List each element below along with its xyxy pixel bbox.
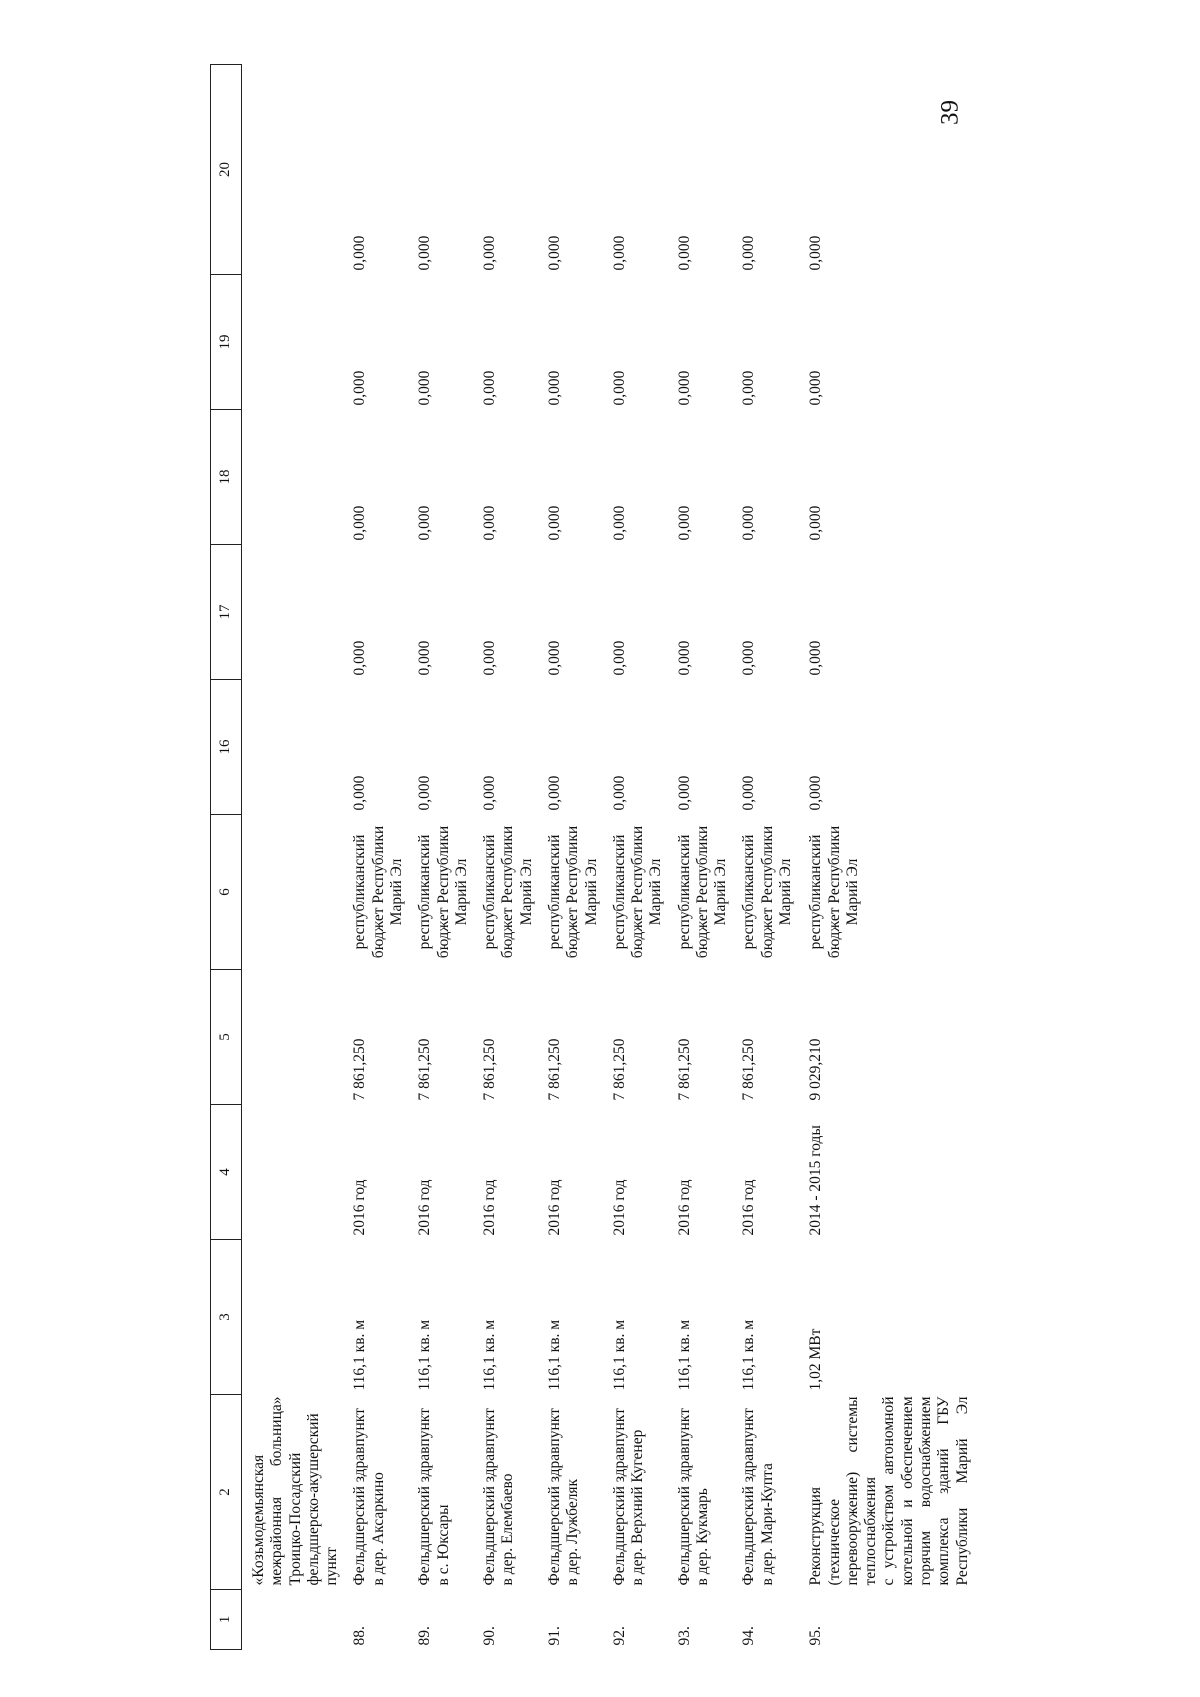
row-number: 91. [545, 1626, 563, 1646]
table-row [473, 65, 538, 1650]
value-17: 0,000 [351, 640, 369, 676]
value-16: 0,000 [740, 775, 758, 811]
org-line: пункт [323, 1547, 341, 1586]
org-line: Троицко-Посадский [286, 1452, 304, 1586]
value-17: 0,000 [481, 640, 499, 676]
period: 2016 год [675, 1179, 693, 1236]
header-col-20: 20 [211, 65, 242, 275]
value-18: 0,000 [610, 505, 628, 541]
value-19: 0,000 [416, 370, 434, 406]
value-18: 0,000 [481, 505, 499, 541]
table-row [797, 65, 974, 1650]
org-row [242, 65, 344, 1650]
funding-source: республиканский бюджет Республики Марий Эл [351, 825, 405, 959]
funding-source: республиканский бюджет Республики Марий Эл [610, 825, 665, 959]
value-16: 0,000 [675, 775, 693, 811]
row-number: 94. [740, 1626, 758, 1646]
period: 2016 год [610, 1179, 628, 1236]
rotated-table-page [210, 70, 990, 1650]
value-19: 0,000 [545, 370, 563, 406]
value-18: 0,000 [740, 505, 758, 541]
value-20: 0,000 [610, 235, 628, 271]
program-table [210, 64, 974, 1650]
period: 2016 год [545, 1179, 563, 1236]
cost: 7 861,250 [675, 1038, 693, 1101]
cost: 7 861,250 [545, 1038, 563, 1101]
header-col-16: 16 [211, 680, 242, 815]
value-16: 0,000 [807, 775, 825, 811]
value-20: 0,000 [675, 235, 693, 271]
object-name: Фельдшерский здравпункт в дер. Аксаркино [351, 1408, 387, 1586]
value-20: 0,000 [351, 235, 369, 271]
value-20: 0,000 [545, 235, 563, 271]
value-18: 0,000 [675, 505, 693, 541]
capacity: 116,1 кв. м [416, 1319, 434, 1391]
value-17: 0,000 [807, 640, 825, 676]
cost: 7 861,250 [740, 1038, 758, 1101]
org-line: межрайонная больница» [268, 1396, 286, 1586]
funding-source: республиканский бюджет Республики Марий Эл [675, 825, 730, 959]
funding-source: республиканский бюджет Республики Марий Эл [416, 825, 470, 959]
value-19: 0,000 [675, 370, 693, 406]
header-col-17: 17 [211, 545, 242, 680]
value-18: 0,000 [416, 505, 434, 541]
object-name: Фельдшерский здравпункт в дер. Мари-Купта [740, 1408, 776, 1586]
value-18: 0,000 [807, 505, 825, 541]
value-19: 0,000 [610, 370, 628, 406]
value-17: 0,000 [545, 640, 563, 676]
funding-source: республиканский бюджет Республики Марий Эл [481, 825, 535, 959]
value-16: 0,000 [481, 775, 499, 811]
header-col-1: 1 [211, 1590, 242, 1650]
header-col-2: 2 [211, 1395, 242, 1590]
page-number: 39 [936, 100, 964, 125]
column-number-header [211, 65, 242, 1650]
value-19: 0,000 [740, 370, 758, 406]
value-16: 0,000 [416, 775, 434, 811]
row-number: 95. [807, 1626, 825, 1646]
org-line: фельдшерско-акушерский [304, 1413, 322, 1586]
capacity: 116,1 кв. м [481, 1319, 499, 1391]
org-name [242, 1395, 344, 1590]
value-19: 0,000 [481, 370, 499, 406]
value-17: 0,000 [610, 640, 628, 676]
table-row [408, 65, 473, 1650]
object-name: Фельдшерский здравпункт в дер. Лужбеляк [545, 1408, 582, 1586]
value-16: 0,000 [610, 775, 628, 811]
period: 2016 год [416, 1179, 434, 1236]
header-col-19: 19 [211, 275, 242, 410]
table-row [668, 65, 733, 1650]
table-row [732, 65, 797, 1650]
value-18: 0,000 [545, 505, 563, 541]
value-16: 0,000 [351, 775, 369, 811]
capacity: 116,1 кв. м [675, 1319, 693, 1391]
period: 2014 - 2015 годы [807, 1125, 825, 1236]
object-name: Реконструкция (техническое перевооружение) системы теплоснабжения с устройством автономной котельной и обеспечением горячим водоснабжением комплекса зданий ГБУ Республики Марий Эл [807, 1396, 971, 1586]
table-row [538, 65, 603, 1650]
value-19: 0,000 [351, 370, 369, 406]
value-18: 0,000 [351, 505, 369, 541]
value-17: 0,000 [740, 640, 758, 676]
capacity: 116,1 кв. м [740, 1319, 758, 1391]
header-col-6: 6 [211, 815, 242, 970]
table-row [603, 65, 668, 1650]
value-20: 0,000 [481, 235, 499, 271]
cost: 7 861,250 [351, 1038, 369, 1101]
value-19: 0,000 [807, 370, 825, 406]
cost: 7 861,250 [610, 1038, 628, 1101]
row-number: 88. [351, 1626, 369, 1646]
cost: 7 861,250 [416, 1038, 434, 1101]
funding-source: республиканский бюджет Республики Марий Эл [807, 825, 861, 959]
period: 2016 год [351, 1179, 369, 1236]
capacity: 116,1 кв. м [351, 1319, 369, 1391]
table-row [343, 65, 408, 1650]
value-20: 0,000 [807, 235, 825, 271]
object-name: Фельдшерский здравпункт в дер. Елембаево [481, 1408, 517, 1586]
period: 2016 год [740, 1179, 758, 1236]
capacity: 116,1 кв. м [610, 1319, 628, 1391]
value-20: 0,000 [416, 235, 434, 271]
object-name: Фельдшерский здравпункт в дер. Верхний Кугенер [610, 1408, 647, 1586]
funding-source: республиканский бюджет Республики Марий Эл [545, 825, 600, 959]
cost: 9 029,210 [807, 1038, 825, 1101]
header-col-5: 5 [211, 970, 242, 1105]
value-17: 0,000 [416, 640, 434, 676]
header-col-3: 3 [211, 1240, 242, 1395]
value-17: 0,000 [675, 640, 693, 676]
period: 2016 год [481, 1179, 499, 1236]
funding-source: республиканский бюджет Республики Марий Эл [740, 825, 795, 959]
header-col-18: 18 [211, 410, 242, 545]
object-name: Фельдшерский здравпункт в с. Юксары [416, 1408, 452, 1586]
capacity: 1,02 МВт [807, 1328, 825, 1391]
org-line: «Козьмодемьянская [250, 1454, 267, 1586]
row-number: 89. [416, 1626, 434, 1646]
cost: 7 861,250 [481, 1038, 499, 1101]
object-name: Фельдшерский здравпункт в дер. Кукмарь [675, 1408, 711, 1586]
row-number: 92. [610, 1626, 628, 1646]
header-col-4: 4 [211, 1105, 242, 1240]
value-20: 0,000 [740, 235, 758, 271]
row-number: 93. [675, 1626, 693, 1646]
row-number: 90. [481, 1626, 499, 1646]
value-16: 0,000 [545, 775, 563, 811]
capacity: 116,1 кв. м [545, 1319, 563, 1391]
